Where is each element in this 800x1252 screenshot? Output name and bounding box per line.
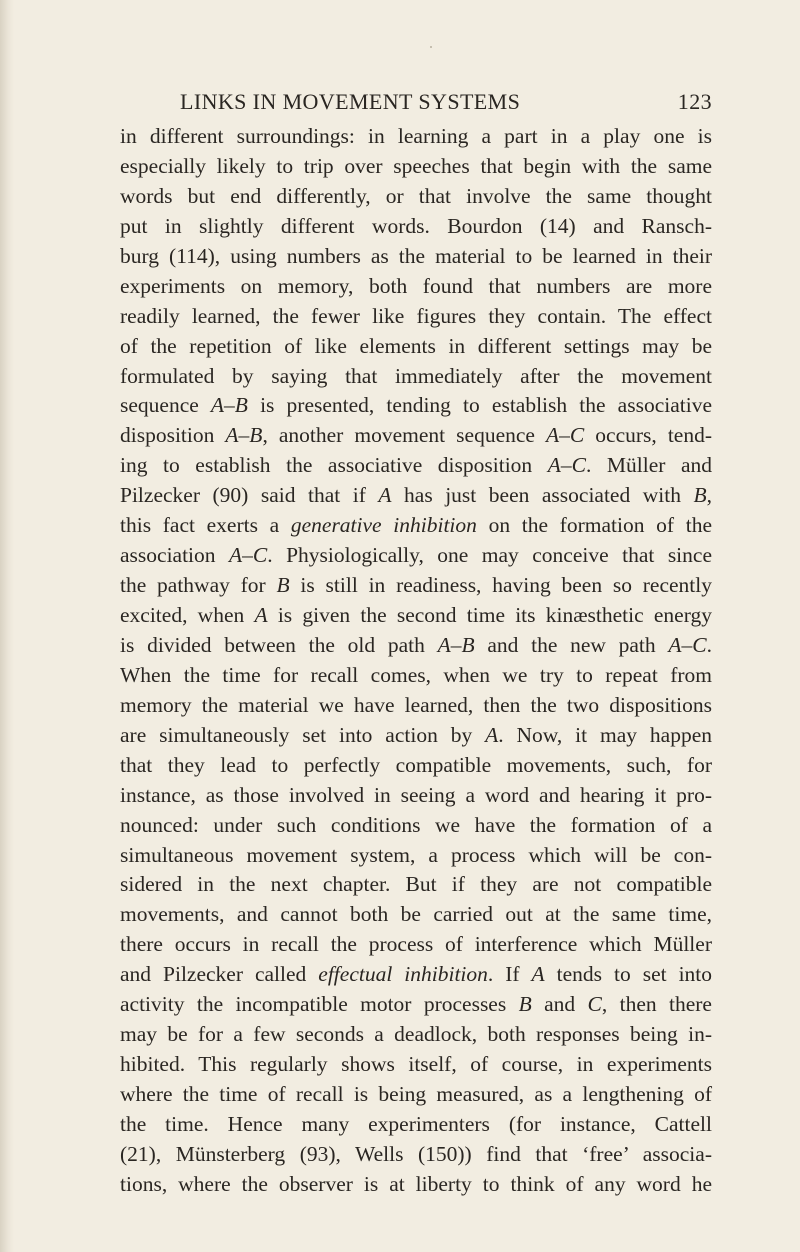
italic-term: B: [693, 483, 707, 508]
text-segment: . If: [487, 962, 532, 987]
text-line: [120, 1140, 712, 1170]
italic-term: A–B: [437, 632, 475, 657]
text-line: [120, 960, 712, 990]
text-line: [120, 1050, 712, 1080]
text-line: [120, 421, 712, 451]
text-segment: has just been associated with: [391, 483, 694, 508]
text-segment: hibited. This regularly shows itself, of course, in experiments: [120, 1052, 712, 1077]
text-segment: and the new path: [474, 632, 669, 657]
text-line: [120, 182, 712, 212]
text-segment: sequence: [120, 393, 211, 418]
text-segment: tends to set into: [544, 962, 713, 987]
text-segment: there occurs in recall the process of interference which Müller: [120, 932, 712, 957]
text-line: [120, 691, 712, 721]
text-segment: of the repetition of like elements in different settings may be: [120, 333, 712, 358]
text-segment: that they lead to perfectly compatible movements, such, for: [120, 752, 712, 777]
text-line: [120, 481, 712, 511]
text-line: [120, 751, 712, 781]
text-line: [120, 1110, 712, 1140]
text-segment: . Now, it may happen: [498, 722, 712, 747]
text-line: [120, 362, 712, 392]
text-segment: activity the incompatible motor processes: [120, 992, 519, 1017]
italic-term: B: [518, 992, 532, 1017]
running-head: LINKS IN MOVEMENT SYSTEMS: [180, 89, 521, 114]
text-line: [120, 1170, 712, 1200]
text-line: [120, 272, 712, 302]
text-segment: occurs, tend-: [584, 423, 712, 448]
text-segment: put in slightly different words. Bourdon (14) and Ransch-: [120, 213, 712, 238]
italic-term: A–C: [668, 632, 707, 657]
text-line: [120, 242, 712, 272]
text-segment: disposition: [120, 423, 226, 448]
text-segment: experiments on memory, both found that numbers are more: [120, 273, 712, 298]
text-segment: especially likely to trip over speeches that begin with the same: [120, 153, 712, 178]
text-segment: may be for a few seconds a deadlock, both responses being in-: [120, 1022, 712, 1047]
italic-term: A–C: [547, 453, 586, 478]
text-segment: , then there: [601, 992, 712, 1017]
text-segment: and: [531, 992, 588, 1017]
italic-term: A: [378, 483, 392, 508]
italic-term: A–B: [210, 393, 248, 418]
text-line: [120, 571, 712, 601]
page-number: 123: [677, 89, 712, 114]
text-segment: (21), Münsterberg (93), Wells (150)) find that ‘free’ associa-: [120, 1141, 712, 1166]
text-line: [120, 511, 712, 541]
italic-term: A: [531, 962, 545, 987]
page-edge-shadow: [0, 0, 14, 1252]
text-line: [120, 990, 712, 1020]
paper-speck: [430, 46, 432, 48]
text-segment: instance, as those involved in seeing a word and hearing it pro-: [120, 782, 712, 807]
text-line: [120, 601, 712, 631]
text-segment: tions, where the observer is at liberty to think of any word he: [120, 1171, 712, 1196]
text-segment: simultaneous movement system, a process which will be con-: [120, 842, 712, 867]
text-line: [120, 811, 712, 841]
text-segment: on the formation of the: [476, 513, 712, 538]
italic-term: A: [254, 603, 268, 627]
text-segment: formulated by saying that immediately after the movement: [120, 363, 712, 388]
italic-term: C: [587, 992, 602, 1017]
text-segment: ,: [706, 483, 712, 508]
text-line: [120, 781, 712, 811]
text-line: [120, 721, 712, 751]
italic-term: B: [276, 573, 290, 598]
text-segment: .: [706, 632, 712, 657]
text-segment: are simultaneously set into action by: [120, 722, 486, 747]
text-line: [120, 631, 712, 661]
text-segment: , another movement sequence: [262, 423, 547, 448]
text-segment: in different surroundings: in learning a part in a play one is: [120, 124, 712, 148]
text-segment: where the time of recall is being measured, as a lengthening of: [120, 1082, 712, 1106]
text-line: [120, 332, 712, 362]
text-segment: ing to establish the associative disposition: [120, 453, 548, 478]
text-segment: . Physiologically, one may conceive that since: [267, 543, 712, 568]
italic-term: A: [485, 722, 499, 747]
italic-term: A–B: [225, 423, 263, 448]
text-line: [120, 122, 712, 152]
text-segment: is given the second time its kinæsthetic energy: [267, 603, 712, 627]
text-line: [120, 152, 712, 182]
text-line: [120, 930, 712, 960]
body-text: [120, 122, 712, 1200]
text-segment: burg (114), using numbers as the material to be learned in their: [120, 243, 712, 268]
text-line: [120, 1080, 712, 1110]
text-line: [120, 391, 712, 421]
italic-term: A–C: [546, 423, 585, 448]
text-line: [120, 661, 712, 691]
text-segment: this fact exerts a: [120, 513, 291, 538]
italic-term: effectual inhibition: [318, 962, 488, 987]
text-line: [120, 900, 712, 930]
text-line: [120, 212, 712, 242]
text-segment: is divided between the old path: [120, 632, 438, 657]
text-line: [120, 841, 712, 871]
text-segment: movements, and cannot both be carried out at the same time,: [120, 902, 712, 927]
text-segment: and Pilzecker called: [120, 962, 319, 987]
text-segment: readily learned, the fewer like figures they contain. The effect: [120, 303, 712, 328]
text-line: [120, 1020, 712, 1050]
text-segment: When the time for recall comes, when we try to repeat from: [120, 662, 712, 687]
text-segment: sidered in the next chapter. But if they are not compatible: [120, 872, 712, 897]
text-line: [120, 302, 712, 332]
page-header: [180, 89, 712, 117]
text-segment: words but end differently, or that involve the same thought: [120, 183, 712, 208]
text-segment: is presented, tending to establish the associative: [247, 393, 712, 418]
text-segment: nounced: under such conditions we have the formation of a: [120, 812, 712, 837]
text-segment: . Müller and: [585, 453, 713, 478]
italic-term: A–C: [229, 543, 268, 568]
text-line: [120, 451, 712, 481]
text-segment: the pathway for: [120, 573, 277, 598]
text-segment: the time. Hence many experimenters (for instance, Cattell: [120, 1111, 712, 1136]
text-segment: excited, when: [120, 603, 255, 627]
text-segment: association: [120, 543, 229, 568]
text-line: [120, 541, 712, 571]
italic-term: generative inhibition: [290, 513, 477, 538]
text-segment: is still in readiness, having been so recently: [289, 573, 712, 598]
text-line: [120, 870, 712, 900]
text-segment: memory the material we have learned, then the two dispositions: [120, 692, 712, 717]
text-segment: Pilzecker (90) said that if: [120, 483, 379, 508]
